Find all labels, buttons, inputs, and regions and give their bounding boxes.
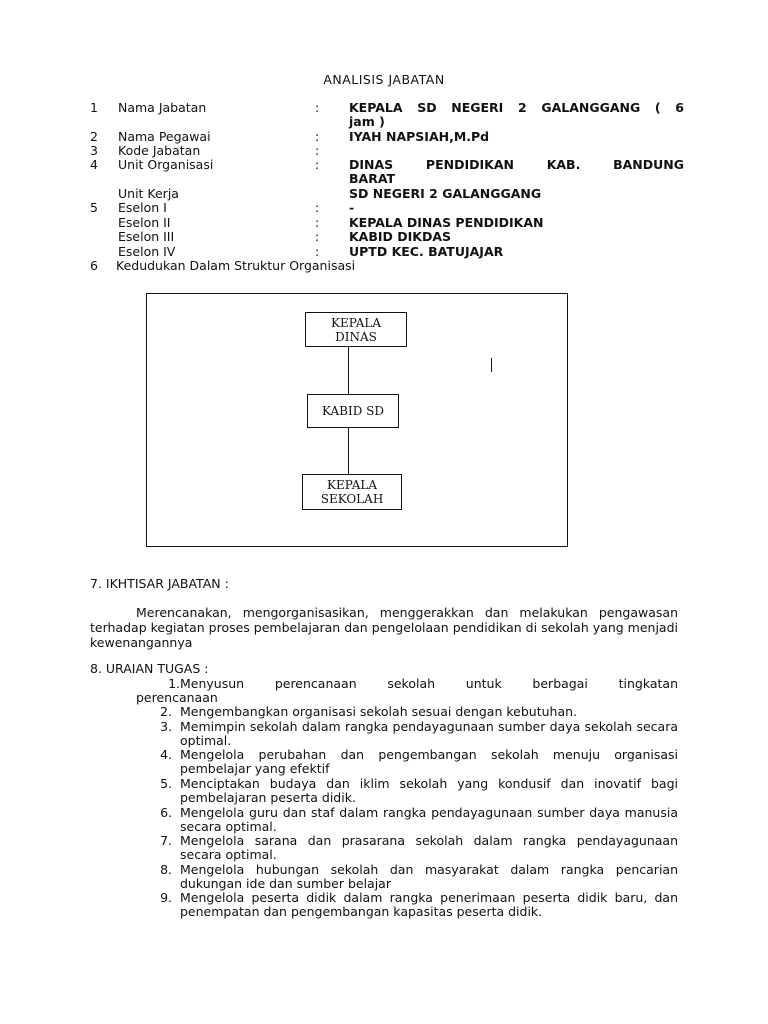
org-box-line: DINAS xyxy=(335,329,377,344)
field-label: Nama Pegawai xyxy=(118,129,211,144)
field-colon: : xyxy=(315,143,320,158)
field-value: SD NEGERI 2 GALANGGANG xyxy=(349,186,542,201)
task-number: 6. xyxy=(160,805,172,820)
task-number: 8. xyxy=(160,862,172,877)
org-connector xyxy=(348,427,349,474)
task-number: 5. xyxy=(160,776,172,791)
field-label: Unit Organisasi xyxy=(118,157,214,172)
task-number: 7. xyxy=(160,833,172,848)
field-number: 3 xyxy=(90,143,98,158)
task-number: 4. xyxy=(160,747,172,762)
task-text: Mengembangkan organisasi sekolah sesuai dengan kebutuhan. xyxy=(180,704,578,719)
section-label: Kedudukan Dalam Struktur Organisasi xyxy=(116,258,356,273)
field-value: KEPALA DINAS PENDIDIKAN xyxy=(349,215,544,230)
field-label: Kode Jabatan xyxy=(118,143,201,158)
section-number: 6 xyxy=(90,258,98,273)
task-number: 1. xyxy=(168,676,180,691)
org-box-line: KEPALA xyxy=(331,315,381,330)
task-item xyxy=(0,677,768,705)
field-label: Unit Kerja xyxy=(118,186,179,201)
org-box-kepala-sekolah xyxy=(302,474,402,510)
field-colon: : xyxy=(315,229,320,244)
task-number: 2. xyxy=(160,704,172,719)
field-colon: : xyxy=(315,244,320,259)
section-8-heading: 8. URAIAN TUGAS : xyxy=(90,661,209,676)
org-box-line: SEKOLAH xyxy=(320,492,384,506)
field-value-continued: jam ) xyxy=(349,114,385,129)
field-label: Eselon III xyxy=(118,229,175,244)
task-text: Menyusun perencanaan sekolah untuk berbagai tingkatan xyxy=(180,676,678,691)
task-text: Menciptakan budaya dan iklim sekolah yang kondusif dan inovatif bagi pembelajaran peserta didik. xyxy=(180,776,678,805)
field-value: DINAS PENDIDIKAN KAB. BANDUNG xyxy=(349,157,684,172)
section-7-paragraph: Merencanakan, mengorganisasikan, menggerakkan dan melakukan pengawasan terhadap kegiatan proses pembelajaran dan pengelolaan pendidikan di sekolah yang menjadi kewenangannya xyxy=(90,605,678,650)
field-colon: : xyxy=(315,200,320,215)
org-box-line: KEPALA xyxy=(327,478,377,492)
field-number: 5 xyxy=(90,200,98,215)
field-label: Nama Jabatan xyxy=(118,100,207,115)
task-number: 3. xyxy=(160,719,172,734)
task-text: Mengelola peserta didik dalam rangka penerimaan peserta didik baru, dan penempatan dan pengembangan kapasitas peserta didik. xyxy=(180,890,678,919)
field-number: 2 xyxy=(90,129,98,144)
org-connector xyxy=(348,346,349,394)
field-label: Eselon IV xyxy=(118,244,176,259)
org-box-kabid-sd xyxy=(307,394,399,428)
field-colon: : xyxy=(315,100,320,115)
field-number: 4 xyxy=(90,157,98,172)
task-text: Mengelola perubahan dan pengembangan sekolah menuju organisasi pembelajar yang efektif xyxy=(180,747,678,776)
task-text: Mengelola guru dan staf dalam rangka pendayagunaan sumber daya manusia secara optimal. xyxy=(180,805,678,834)
field-number: 1 xyxy=(90,100,98,115)
field-label: Eselon I xyxy=(118,200,167,215)
field-value: IYAH NAPSIAH,M.Pd xyxy=(349,129,490,144)
field-value-continued: BARAT xyxy=(349,171,396,186)
field-colon: : xyxy=(315,215,320,230)
section-7-heading: 7. IKHTISAR JABATAN : xyxy=(90,576,229,591)
text-cursor xyxy=(491,358,492,372)
document-title: ANALISIS JABATAN xyxy=(323,72,445,87)
field-colon: : xyxy=(315,157,320,172)
field-value: - xyxy=(349,200,355,215)
field-colon: : xyxy=(315,129,320,144)
field-value: UPTD KEC. BATUJAJAR xyxy=(349,244,504,259)
task-text: Mengelola hubungan sekolah dan masyarakat dalam rangka pencarian dukungan ide dan sumber belajar xyxy=(180,862,678,891)
org-box-kepala-dinas xyxy=(305,312,407,347)
task-text: Memimpin sekolah dalam rangka pendayagunaan sumber daya sekolah secara optimal. xyxy=(180,719,678,748)
field-value: KABID DIKDAS xyxy=(349,229,452,244)
task-text: Mengelola sarana dan prasarana sekolah dalam rangka pendayagunaan secara optimal. xyxy=(180,833,678,862)
task-text-continued: perencanaan xyxy=(136,690,218,705)
org-box-line: KABID SD xyxy=(322,404,384,418)
task-number: 9. xyxy=(160,890,172,905)
field-label: Eselon II xyxy=(118,215,171,230)
field-value: KEPALA SD NEGERI 2 GALANGGANG ( 6 xyxy=(349,100,684,115)
